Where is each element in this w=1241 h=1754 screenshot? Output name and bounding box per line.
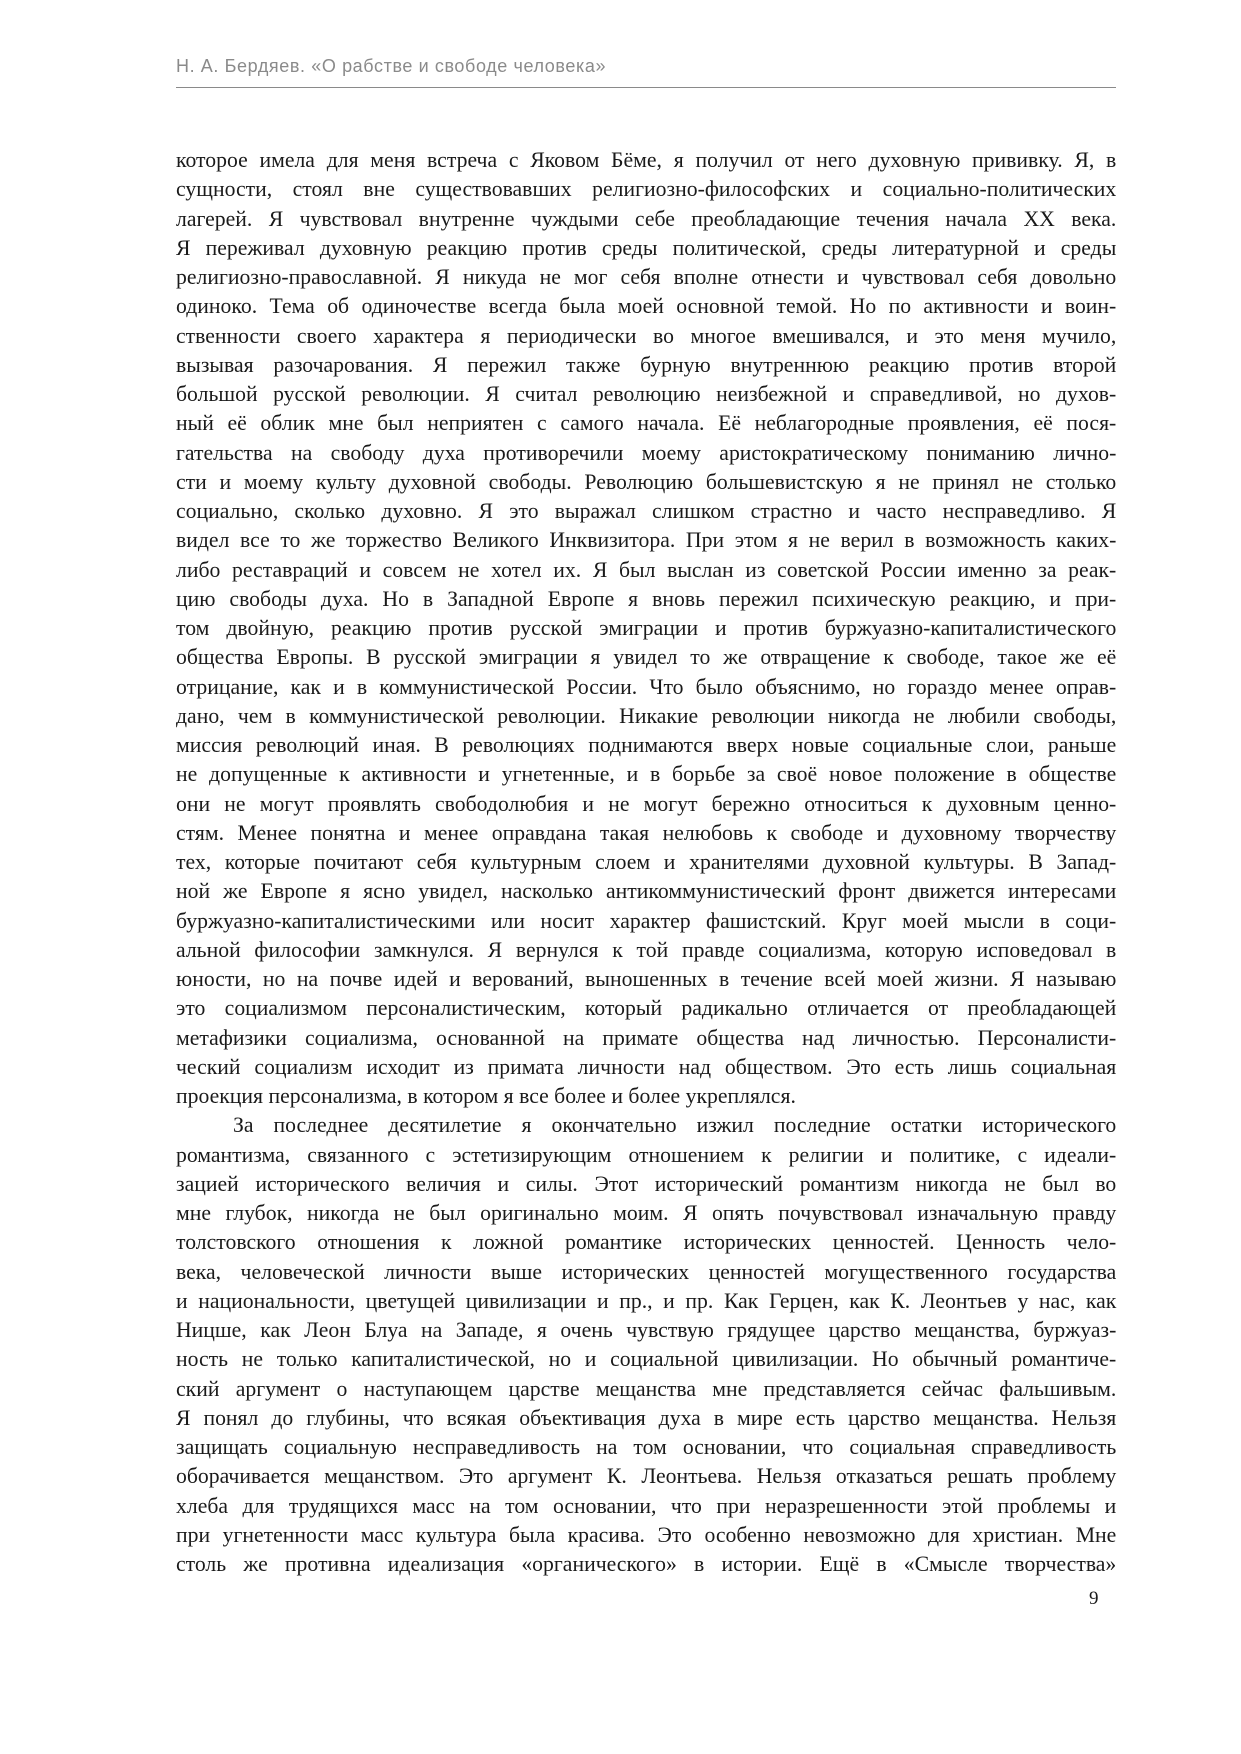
text-line: миссия революций иная. В революциях поднимаются вверх новые социальные слои, раньше xyxy=(176,732,1117,757)
text-line: том двойную, реакцию против русской эмиграции и против буржуазно-капиталистического xyxy=(176,615,1117,640)
paragraph xyxy=(176,145,1116,1110)
text-line: вызывая разочарования. Я пережил также бурную внутреннюю реакцию против второй xyxy=(176,351,1117,377)
text-line: ственности своего характера я периодически во многое вмешивался, и это меня мучило, xyxy=(176,322,1117,348)
text-line: ческий социализм исходит из примата личности над обществом. Это есть лишь социальная xyxy=(176,1053,1117,1079)
text-line: дано, чем в коммунистической революции. Никакие революции никогда не любили свободы, xyxy=(176,702,1117,728)
text-line: общества Европы. В русской эмиграции я увидел то же отвращение к свободе, такое же её xyxy=(176,644,1117,670)
text-line: юности, но на почве идей и верований, выношенных в течение всей моей жизни. Я называю xyxy=(176,966,1117,991)
text-line: оборачивается мещанством. Это аргумент К. Леонтьева. Нельзя отказаться решать проблему xyxy=(176,1463,1117,1489)
text-line: ность не только капиталистической, но и социальной цивилизации. Но обычный романтиче- xyxy=(176,1346,1117,1372)
text-line: гательства на свободу духа противоречили моему аристократическому пониманию лично- xyxy=(176,439,1117,465)
text-line: не допущенные к активности и угнетенные, и в борьбе за своё новое положение в обществе xyxy=(176,761,1117,787)
text-line: социально, сколько духовно. Я это выражал слишком страстно и часто несправедливо. Я xyxy=(176,498,1117,523)
text-line: большой русской революции. Я считал революцию неизбежной и справедливой, но духов- xyxy=(176,381,1117,406)
text-line: романтизма, связанного с эстетизирующим отношением к религии и политике, с идеали- xyxy=(176,1141,1117,1167)
text-line: За последнее десятилетие я окончательно изжил последние остатки исторического xyxy=(232,1112,1117,1138)
text-line: религиозно-православной. Я никуда не мог себя вполне отнести и чувствовал себя довольно xyxy=(176,264,1117,289)
text-line: века, человеческой личности выше исторических ценностей могущественного государства xyxy=(176,1258,1117,1284)
text-line: лагерей. Я чувствовал внутренне чуждыми себе преобладающие течения начала XX века. xyxy=(176,205,1117,231)
text-line: альной философии замкнулся. Я вернулся к той правде социализма, которую исповедовал в xyxy=(176,936,1117,962)
text-line: отрицание, как и в коммунистической России. Что было объяснимо, но гораздо менее оправ- xyxy=(176,673,1117,699)
text-line: видел все то же торжество Великого Инквизитора. При этом я не верил в возможность каких- xyxy=(176,527,1117,553)
text-line: они не могут проявлять свободолюбия и не могут бережно относиться к духовным ценно- xyxy=(176,790,1117,816)
text-line: тех, которые почитают себя культурным слоем и хранителями духовной культуры. В Запад- xyxy=(176,849,1117,874)
text-line: и национальности, цветущей цивилизации и пр., и пр. Как Герцен, как К. Леонтьев у нас, как xyxy=(176,1287,1117,1313)
text-line: хлеба для трудящихся масс на том основании, что при неразрешенности этой проблемы и xyxy=(176,1492,1117,1518)
text-line: Я переживал духовную реакцию против среды политической, среды литературной и среды xyxy=(176,234,1117,260)
text-line: толстовского отношения к ложной романтике исторических ценностей. Ценность чело- xyxy=(176,1229,1117,1255)
text-line: сущности, стоял вне существовавших религиозно-философских и социально-политических xyxy=(176,176,1117,202)
header-divider xyxy=(176,87,1116,88)
text-line: Я понял до глубины, что всякая объективация духа в мире есть царство мещанства. Нельзя xyxy=(176,1404,1117,1430)
text-line: зацией исторического величия и силы. Этот исторический романтизм никогда не был во xyxy=(176,1170,1117,1196)
text-line: Ницше, как Леон Блуа на Западе, я очень чувствую грядущее царство мещанства, буржуаз- xyxy=(176,1317,1117,1342)
page-number: 9 xyxy=(1089,1588,1099,1609)
text-line: сти и моему культу духовной свободы. Революцию большевистскую я не принял не столько xyxy=(176,468,1117,494)
text-line: метафизики социализма, основанной на примате общества над личностью. Персоналисти- xyxy=(176,1024,1117,1050)
text-line: цию свободы духа. Но в Западной Европе я вновь пережил психическую реакцию, и при- xyxy=(176,585,1117,611)
text-line: это социализмом персоналистическим, который радикально отличается от преобладающей xyxy=(176,995,1117,1021)
text-line: ный её облик мне был неприятен с самого начала. Её неблагородные проявления, её пося- xyxy=(176,410,1117,436)
text-line: либо реставраций и совсем не хотел их. Я был выслан из советской России именно за реак- xyxy=(176,556,1117,582)
text-line: которое имела для меня встреча с Яковом Бёме, я получил от него духовную прививку. Я, в xyxy=(176,147,1117,172)
text-line: защищать социальную несправедливость на том основании, что социальная справедливость xyxy=(176,1434,1117,1459)
text-line: одиноко. Тема об одиночестве всегда была моей основной темой. Но по активности и воин- xyxy=(176,293,1117,319)
text-line: ной же Европе я ясно увидел, насколько антикоммунистический фронт движется интересами xyxy=(176,878,1117,904)
text-line: буржуазно-капиталистическими или носит характер фашистский. Круг моей мысли в соци- xyxy=(176,907,1117,933)
text-body xyxy=(176,145,1116,1578)
text-line: проекция персонализма, в котором я все более и более укреплялся. xyxy=(176,1083,796,1108)
text-line: столь же противна идеализация «органического» в истории. Ещё в «Смысле творчества» xyxy=(176,1551,1117,1576)
text-line: при угнетенности масс культура была красива. Это особенно невозможно для христиан. Мне xyxy=(176,1521,1117,1547)
running-header-title: Н. А. Бердяев. «О рабстве и свободе человека» xyxy=(176,56,607,76)
text-line: мне глубок, никогда не был оригинально моим. Я опять почувствовал изначальную правду xyxy=(176,1200,1117,1225)
text-line: стям. Менее понятна и менее оправдана такая нелюбовь к свободе и духовному творчеству xyxy=(176,819,1117,845)
paragraph xyxy=(176,1110,1116,1578)
text-line: ский аргумент о наступающем царстве мещанства мне представляется сейчас фальшивым. xyxy=(176,1375,1117,1401)
